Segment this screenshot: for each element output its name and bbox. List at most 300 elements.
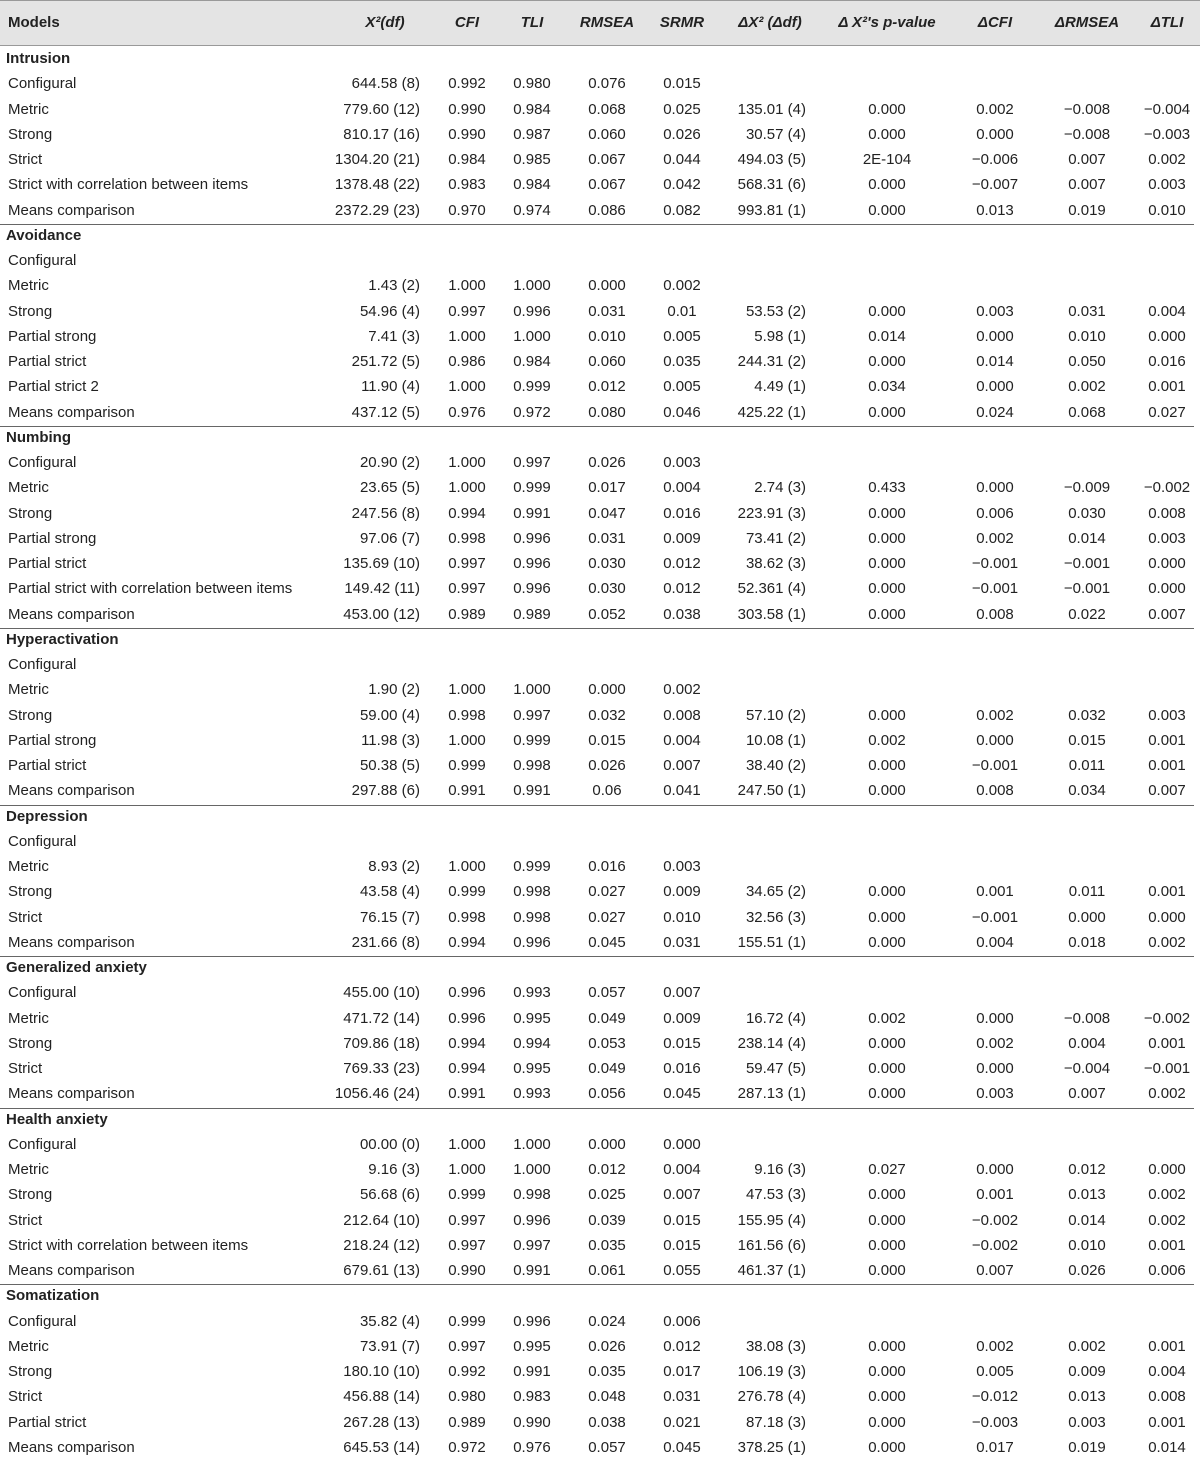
cell-dtli: 0.002 [1148, 1211, 1186, 1229]
cell-srmr: 0.012 [663, 555, 701, 572]
cell-srmr: 0.012 [663, 1337, 701, 1355]
cell-p: 0.000 [868, 504, 906, 522]
cell-dx2: 993.81 (1) [737, 201, 806, 219]
cell-cfi: 0.999 [448, 757, 486, 774]
cell-dx2: 38.62 (3) [745, 555, 806, 572]
cell-p: 0.000 [868, 1186, 906, 1204]
cell-model: Strict [8, 1388, 43, 1406]
cell-dx2: 5.98 (1) [754, 327, 806, 345]
cell-x2df: 11.98 (3) [361, 731, 420, 749]
cell-tli: 0.990 [513, 1413, 551, 1431]
cell-x2df: 54.96 (4) [359, 302, 420, 320]
cell-x2df: 76.15 (7) [359, 908, 420, 926]
cell-srmr: 0.015 [663, 75, 701, 93]
cell-x2df: 135.69 (10) [343, 555, 420, 572]
cell-drmsea: 0.011 [1068, 757, 1106, 774]
cell-dtli: 0.001 [1148, 378, 1186, 396]
cell-drmsea: 0.007 [1068, 1085, 1106, 1103]
cell-dcfi: −0.001 [971, 908, 1019, 926]
cell-dcfi: 0.000 [976, 1060, 1014, 1077]
cell-tli: 0.996 [513, 580, 551, 598]
cell-tli: 0.974 [513, 201, 551, 219]
cell-dx2: 53.53 (2) [745, 302, 806, 320]
cell-srmr: 0.005 [663, 378, 701, 396]
cell-model: Partial strong [8, 529, 97, 547]
cell-x2df: 149.42 (11) [344, 580, 420, 598]
cell-dx2: 59.47 (5) [745, 1060, 806, 1077]
cell-dx2: 303.58 (1) [737, 605, 806, 623]
cell-model: Partial strict [8, 1413, 87, 1431]
cell-rmsea: 0.061 [588, 1262, 626, 1279]
cell-x2df: 180.10 (10) [343, 1363, 420, 1380]
cell-srmr: 0.038 [663, 605, 701, 623]
cell-drmsea: 0.007 [1068, 176, 1106, 194]
cell-x2df: 644.58 (8) [351, 75, 420, 93]
cell-model: Strong [8, 1363, 53, 1380]
cell-cfi: 0.999 [448, 1312, 486, 1330]
cell-p: 0.000 [868, 100, 906, 118]
cell-tli: 0.987 [513, 125, 551, 143]
cell-drmsea: 0.013 [1068, 1388, 1106, 1406]
cell-rmsea: 0.026 [588, 454, 626, 471]
group-divider [0, 224, 1194, 225]
cell-x2df: 779.60 (12) [343, 100, 420, 118]
cell-drmsea: 0.004 [1068, 1034, 1106, 1052]
cell-dtli: 0.000 [1148, 1161, 1186, 1178]
cell-model: Strict with correlation between items [8, 1236, 249, 1254]
cell-srmr: 0.002 [663, 277, 701, 295]
cell-tli: 0.984 [513, 176, 551, 194]
cell-x2df: 212.64 (10) [343, 1211, 420, 1229]
cell-rmsea: 0.024 [588, 1312, 626, 1330]
cell-tli: 0.999 [513, 479, 551, 497]
cell-model: Strict [8, 151, 43, 168]
cell-dcfi: 0.000 [976, 378, 1014, 396]
cell-model: Metric [8, 479, 49, 497]
cell-model: Means comparison [8, 605, 135, 623]
cell-model: Metric [8, 1009, 49, 1027]
cell-p: 0.000 [868, 176, 906, 194]
cell-tli: 1.000 [513, 1135, 551, 1153]
cell-cfi: 1.000 [448, 327, 486, 345]
cell-srmr: 0.016 [663, 504, 701, 522]
cell-model: Strict [8, 1211, 43, 1229]
cell-dcfi: 0.000 [976, 731, 1014, 749]
group-divider [0, 956, 1194, 957]
cell-x2df: 231.66 (8) [351, 933, 420, 951]
cell-dcfi: −0.001 [971, 757, 1019, 774]
cell-p: 0.027 [868, 1161, 906, 1178]
cell-x2df: 769.33 (23) [343, 1060, 420, 1077]
cell-rmsea: 0.010 [588, 327, 626, 345]
cell-srmr: 0.031 [663, 933, 701, 951]
cell-rmsea: 0.060 [588, 125, 626, 143]
cell-dcfi: −0.001 [971, 580, 1019, 598]
cell-p: 0.000 [868, 555, 906, 572]
cell-cfi: 0.999 [448, 1186, 486, 1204]
cell-drmsea: −0.004 [1063, 1060, 1111, 1077]
cell-drmsea: 0.022 [1068, 605, 1106, 623]
table-header [0, 0, 1200, 46]
cell-p: 0.000 [868, 125, 906, 143]
cell-dtli: 0.001 [1148, 1337, 1186, 1355]
cell-cfi: 0.997 [448, 555, 486, 572]
cell-cfi: 0.998 [448, 706, 486, 724]
cell-dx2: 161.56 (6) [737, 1236, 806, 1254]
cell-dtli: 0.001 [1148, 883, 1186, 901]
cell-model: Strong [8, 1034, 53, 1052]
group-divider [0, 628, 1194, 629]
cell-p: 0.000 [868, 1034, 906, 1052]
cell-p: 0.000 [868, 1060, 906, 1077]
cell-p: 0.000 [868, 353, 906, 370]
cell-rmsea: 0.000 [588, 681, 626, 699]
cell-cfi: 0.994 [448, 504, 486, 522]
cell-drmsea: 0.031 [1068, 302, 1106, 320]
cell-x2df: 251.72 (5) [351, 353, 420, 370]
group-label: Hyperactivation [6, 630, 119, 648]
cell-drmsea: 0.019 [1068, 201, 1106, 219]
cell-dcfi: −0.012 [971, 1388, 1019, 1406]
cell-dcfi: 0.002 [976, 1337, 1014, 1355]
cell-dcfi: −0.007 [971, 176, 1019, 194]
cell-dcfi: 0.017 [976, 1438, 1014, 1456]
cell-cfi: 1.000 [448, 1135, 486, 1153]
cell-drmsea: 0.011 [1068, 883, 1106, 901]
cell-cfi: 0.990 [448, 100, 486, 118]
cell-p: 0.000 [868, 908, 906, 926]
cell-rmsea: 0.086 [588, 201, 626, 219]
cell-cfi: 0.992 [448, 1363, 486, 1380]
cell-tli: 0.997 [513, 706, 551, 724]
cell-cfi: 1.000 [448, 731, 486, 749]
group-label: Health anxiety [6, 1110, 108, 1128]
cell-tli: 0.996 [513, 1211, 551, 1229]
cell-srmr: 0.031 [663, 1388, 701, 1406]
cell-model: Configural [8, 984, 77, 1002]
header-srmr: SRMR [659, 14, 705, 31]
cell-srmr: 0.021 [663, 1413, 701, 1431]
cell-dtli: 0.027 [1148, 403, 1186, 421]
group-label: Avoidance [6, 226, 82, 244]
group-divider [0, 1108, 1194, 1109]
cell-tli: 0.998 [513, 883, 551, 901]
cell-p: 0.000 [868, 757, 906, 774]
cell-rmsea: 0.032 [588, 706, 626, 724]
cell-dcfi: 0.002 [976, 529, 1014, 547]
cell-dtli: 0.004 [1148, 1363, 1186, 1380]
cell-drmsea: 0.007 [1068, 151, 1106, 168]
cell-cfi: 0.994 [448, 1034, 486, 1052]
cell-drmsea: 0.012 [1068, 1161, 1106, 1178]
cell-tli: 1.000 [513, 327, 551, 345]
header-rmsea: RMSEA [579, 14, 635, 31]
cell-drmsea: 0.030 [1068, 504, 1106, 522]
cell-dtli: 0.001 [1148, 1413, 1186, 1431]
cell-p: 0.000 [868, 1236, 906, 1254]
cell-drmsea: 0.026 [1068, 1262, 1106, 1279]
cell-rmsea: 0.027 [588, 908, 626, 926]
cell-dx2: 568.31 (6) [737, 176, 806, 194]
cell-drmsea: −0.008 [1063, 100, 1111, 118]
cell-model: Partial strict 2 [8, 378, 99, 396]
cell-srmr: 0.042 [663, 176, 701, 194]
cell-srmr: 0.006 [663, 1312, 701, 1330]
cell-rmsea: 0.027 [588, 883, 626, 901]
cell-rmsea: 0.030 [588, 555, 626, 572]
cell-dcfi: 0.000 [976, 327, 1014, 345]
cell-srmr: 0.044 [663, 151, 701, 168]
cell-model: Strong [8, 302, 53, 320]
cell-rmsea: 0.049 [588, 1009, 626, 1027]
cell-model: Metric [8, 1161, 49, 1178]
cell-dx2: 38.08 (3) [745, 1337, 806, 1355]
cell-rmsea: 0.026 [588, 757, 626, 774]
header-delta-x2-pvalue: Δ X²'s p-value [838, 14, 936, 31]
cell-dtli: 0.002 [1148, 933, 1186, 951]
cell-cfi: 1.000 [448, 479, 486, 497]
cell-tli: 0.994 [513, 1034, 551, 1052]
cell-dtli: −0.003 [1143, 125, 1191, 143]
cell-drmsea: 0.013 [1068, 1186, 1106, 1204]
cell-dcfi: 0.013 [976, 201, 1014, 219]
cell-srmr: 0.012 [663, 580, 701, 598]
cell-model: Means comparison [8, 1085, 135, 1103]
cell-cfi: 0.998 [448, 908, 486, 926]
cell-model: Metric [8, 681, 49, 699]
cell-p: 0.000 [868, 1413, 906, 1431]
cell-rmsea: 0.057 [588, 984, 626, 1002]
cell-cfi: 0.983 [448, 176, 486, 194]
header-delta-rmsea: ΔRMSEA [1054, 14, 1120, 31]
cell-dx2: 238.14 (4) [737, 1034, 806, 1052]
cell-dx2: 276.78 (4) [737, 1388, 806, 1406]
cell-dcfi: 0.007 [976, 1262, 1014, 1279]
cell-dtli: −0.002 [1143, 1009, 1191, 1027]
cell-tli: 0.998 [513, 908, 551, 926]
cell-x2df: 73.91 (7) [359, 1337, 420, 1355]
cell-cfi: 0.976 [448, 403, 486, 421]
cell-dcfi: 0.000 [976, 125, 1014, 143]
cell-dx2: 461.37 (1) [737, 1262, 806, 1279]
cell-dtli: 0.007 [1148, 782, 1186, 800]
cell-drmsea: 0.068 [1068, 403, 1106, 421]
cell-dx2: 32.56 (3) [745, 908, 806, 926]
cell-x2df: 1.90 (2) [368, 681, 420, 699]
cell-dcfi: 0.002 [976, 100, 1014, 118]
cell-srmr: 0.002 [663, 681, 701, 699]
cell-drmsea: 0.000 [1068, 908, 1106, 926]
cell-x2df: 43.58 (4) [359, 883, 420, 901]
cell-dcfi: 0.005 [976, 1363, 1014, 1380]
cell-rmsea: 0.053 [588, 1034, 626, 1052]
cell-x2df: 50.38 (5) [359, 757, 420, 774]
cell-tli: 1.000 [513, 1161, 551, 1178]
cell-dx2: 247.50 (1) [737, 782, 806, 800]
cell-model: Strong [8, 1186, 53, 1204]
cell-x2df: 297.88 (6) [351, 782, 420, 800]
cell-dcfi: −0.002 [971, 1211, 1019, 1229]
cell-model: Strong [8, 504, 53, 522]
cell-dcfi: 0.003 [976, 1085, 1014, 1103]
cell-tli: 0.996 [513, 1312, 551, 1330]
cell-x2df: 1378.48 (22) [334, 176, 420, 194]
cell-dx2: 47.53 (3) [745, 1186, 806, 1204]
cell-dtli: 0.000 [1148, 908, 1186, 926]
cell-srmr: 0.015 [663, 1211, 701, 1229]
header-models: Models [8, 14, 60, 31]
cell-drmsea: 0.014 [1068, 1211, 1106, 1229]
cell-model: Configural [8, 454, 77, 471]
cell-dcfi: 0.014 [976, 353, 1014, 370]
cell-rmsea: 0.012 [588, 378, 626, 396]
cell-tli: 0.999 [513, 858, 551, 875]
cell-cfi: 1.000 [448, 1161, 486, 1178]
header-delta-tli: ΔTLI [1150, 14, 1184, 31]
cell-dx2: 73.41 (2) [745, 529, 806, 547]
cell-model: Metric [8, 858, 49, 875]
cell-x2df: 2372.29 (23) [334, 201, 420, 219]
cell-dtli: 0.000 [1148, 580, 1186, 598]
cell-model: Strong [8, 706, 53, 724]
cell-cfi: 1.000 [448, 681, 486, 699]
cell-drmsea: 0.019 [1068, 1438, 1106, 1456]
cell-rmsea: 0.031 [588, 302, 626, 320]
cell-dx2: 425.22 (1) [737, 403, 806, 421]
cell-cfi: 0.989 [448, 1413, 486, 1431]
cell-srmr: 0.008 [663, 706, 701, 724]
cell-dtli: 0.000 [1148, 555, 1186, 572]
cell-rmsea: 0.049 [588, 1060, 626, 1077]
cell-dx2: 30.57 (4) [745, 125, 806, 143]
cell-srmr: 0.009 [663, 883, 701, 901]
cell-cfi: 0.980 [448, 1388, 486, 1406]
cell-dcfi: 0.002 [976, 706, 1014, 724]
cell-dx2: 155.95 (4) [737, 1211, 806, 1229]
header-x2df: X²(df) [365, 14, 405, 31]
cell-dtli: 0.010 [1148, 201, 1186, 219]
cell-x2df: 35.82 (4) [359, 1312, 420, 1330]
cell-x2df: 267.28 (13) [343, 1413, 420, 1431]
cell-dtli: 0.003 [1148, 176, 1186, 194]
cell-rmsea: 0.031 [588, 529, 626, 547]
cell-dx2: 38.40 (2) [745, 757, 806, 774]
cell-model: Configural [8, 1135, 77, 1153]
cell-x2df: 97.06 (7) [359, 529, 420, 547]
cell-cfi: 0.996 [448, 1009, 486, 1027]
cell-dcfi: 0.001 [976, 883, 1014, 901]
cell-dtli: 0.008 [1148, 1388, 1186, 1406]
cell-x2df: 1056.46 (24) [334, 1085, 420, 1103]
cell-model: Means comparison [8, 403, 135, 421]
cell-rmsea: 0.048 [588, 1388, 626, 1406]
cell-p: 0.002 [868, 1009, 906, 1027]
cell-tli: 0.996 [513, 555, 551, 572]
cell-p: 0.014 [868, 327, 906, 345]
cell-model: Strict [8, 1060, 43, 1077]
cell-dtli: −0.004 [1143, 100, 1191, 118]
cell-tli: 0.993 [513, 984, 551, 1002]
cell-model: Metric [8, 100, 49, 118]
cell-cfi: 0.991 [448, 1085, 486, 1103]
cell-x2df: 645.53 (14) [343, 1438, 420, 1456]
cell-tli: 0.998 [513, 1186, 551, 1204]
cell-model: Configural [8, 1312, 77, 1330]
cell-model: Means comparison [8, 201, 135, 219]
cell-tli: 0.999 [513, 378, 551, 396]
cell-srmr: 0.017 [663, 1363, 701, 1380]
cell-cfi: 1.000 [448, 378, 486, 396]
cell-cfi: 0.994 [448, 1060, 486, 1077]
cell-x2df: 455.00 (10) [343, 984, 420, 1002]
cell-srmr: 0.007 [663, 757, 701, 774]
cell-dx2: 106.19 (3) [737, 1363, 806, 1380]
cell-srmr: 0.01 [667, 302, 697, 320]
cell-rmsea: 0.068 [588, 100, 626, 118]
cell-model: Partial strong [8, 327, 97, 345]
cell-model: Partial strict [8, 757, 87, 774]
cell-dx2: 57.10 (2) [745, 706, 806, 724]
cell-p: 0.000 [868, 933, 906, 951]
group-label: Generalized anxiety [6, 959, 147, 976]
cell-tli: 0.995 [513, 1009, 551, 1027]
cell-dtli: 0.002 [1148, 1186, 1186, 1204]
cell-p: 0.002 [868, 731, 906, 749]
cell-p: 0.000 [868, 1085, 906, 1103]
cell-x2df: 709.86 (18) [343, 1034, 420, 1052]
cell-dcfi: 0.004 [976, 933, 1014, 951]
cell-x2df: 11.90 (4) [361, 378, 420, 396]
cell-p: 0.000 [868, 1388, 906, 1406]
cell-x2df: 7.41 (3) [368, 327, 420, 345]
cell-dtli: 0.001 [1148, 1236, 1186, 1254]
cell-drmsea: −0.001 [1063, 555, 1111, 572]
cell-tli: 1.000 [513, 277, 551, 295]
group-divider [0, 426, 1194, 427]
cell-tli: 0.985 [513, 151, 551, 168]
cell-srmr: 0.010 [663, 908, 701, 926]
cell-tli: 0.984 [513, 100, 551, 118]
cell-tli: 0.998 [513, 757, 551, 774]
cell-cfi: 0.972 [448, 1438, 486, 1456]
cell-srmr: 0.007 [663, 1186, 701, 1204]
cell-x2df: 437.12 (5) [351, 403, 420, 421]
cell-cfi: 0.997 [448, 580, 486, 598]
cell-rmsea: 0.016 [588, 858, 626, 875]
cell-tli: 0.993 [513, 1085, 551, 1103]
cell-x2df: 8.93 (2) [368, 858, 420, 875]
cell-dcfi: 0.000 [976, 479, 1014, 497]
cell-model: Strong [8, 883, 53, 901]
cell-cfi: 0.992 [448, 75, 486, 93]
cell-srmr: 0.015 [663, 1236, 701, 1254]
cell-rmsea: 0.015 [588, 731, 626, 749]
cell-x2df: 456.88 (14) [343, 1388, 420, 1406]
cell-model: Means comparison [8, 1438, 135, 1456]
cell-srmr: 0.055 [663, 1262, 701, 1279]
cell-srmr: 0.005 [663, 327, 701, 345]
cell-dtli: 0.008 [1148, 504, 1186, 522]
cell-rmsea: 0.039 [588, 1211, 626, 1229]
cell-x2df: 00.00 (0) [359, 1135, 420, 1153]
cell-dx2: 135.01 (4) [737, 100, 806, 118]
cell-drmsea: −0.009 [1063, 479, 1111, 497]
cell-rmsea: 0.052 [588, 605, 626, 623]
cell-p: 0.000 [868, 201, 906, 219]
cell-x2df: 59.00 (4) [359, 706, 420, 724]
cell-p: 2E-104 [862, 151, 912, 168]
cell-cfi: 0.997 [448, 1211, 486, 1229]
